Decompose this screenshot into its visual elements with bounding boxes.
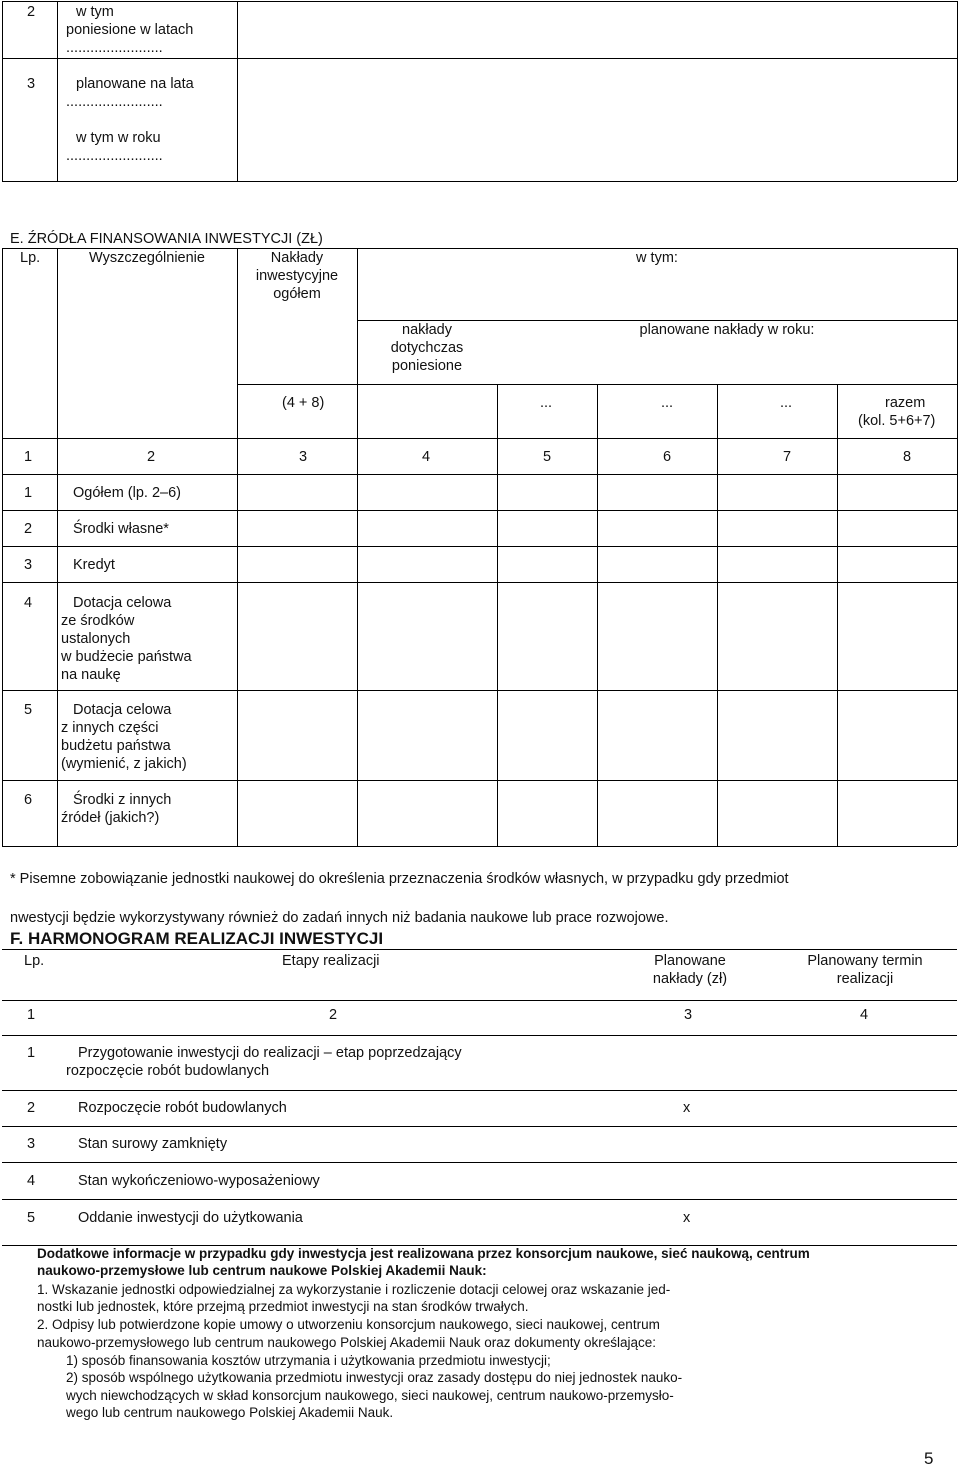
info-heading: naukowo-przemysłowe lub centrum naukowe Polskiej Akademii Nauk: [37, 1263, 487, 1278]
header-dotychczas: dotychczas [390, 340, 464, 356]
column-number: 3 [299, 449, 308, 465]
info-subitem: 1) sposób finansowania kosztów utrzymania i użytkowania przedmiotu inwestycji; [66, 1353, 551, 1368]
column-number: 2 [147, 449, 156, 465]
info-paragraph: nostki lub jednostek, które przejmą przedmiot inwestycji na stan środków trwałych. [37, 1299, 529, 1314]
column-number: 5 [543, 449, 552, 465]
top-row-lp: 2 [27, 4, 36, 20]
row-label: (wymienić, z jakich) [61, 756, 187, 772]
column-number: 4 [860, 1007, 869, 1023]
header-termin: Planowany termin [807, 953, 923, 969]
header-etapy: Etapy realizacji [282, 953, 380, 969]
row-lp: 4 [24, 595, 33, 611]
header-dotychczas: poniesione [391, 358, 463, 374]
row-lp: 5 [24, 702, 33, 718]
header-planowane: nakłady (zł) [652, 971, 728, 987]
info-paragraph: naukowo-przemysłowego lub centrum naukowego Polskiej Akademii Nauk oraz dokumenty określające: [37, 1335, 657, 1350]
top-row-label: poniesione w latach [66, 22, 194, 38]
row-label: Środki z innych [73, 792, 172, 808]
footnote-line: * Pisemne zobowiązanie jednostki naukowej do określenia przeznaczenia środków własnych, w przypadku gdy przedmiot [10, 871, 789, 887]
column-number: 8 [903, 449, 912, 465]
row-label: rozpoczęcie robót budowlanych [66, 1063, 270, 1079]
info-heading: Dodatkowe informacje w przypadku gdy inwestycja jest realizowana przez konsorcjum naukowe, sieć naukową, centrum [37, 1246, 810, 1261]
header-year-placeholder: ... [540, 395, 553, 411]
row-label: Przygotowanie inwestycji do realizacji – etap poprzedzający [78, 1045, 462, 1061]
row-label: Kredyt [73, 557, 115, 573]
row-label: ustalonych [61, 631, 131, 647]
row-label: Dotacja celowa [73, 702, 172, 718]
row-lp: 2 [27, 1100, 36, 1116]
column-number: 7 [783, 449, 792, 465]
column-number: 1 [27, 1007, 36, 1023]
row-label: ze środków [61, 613, 135, 629]
info-subitem: wych niewchodzących w skład konsorcjum naukowego, sieci naukowej, centrum naukowo-przemysło- [66, 1388, 674, 1403]
header-razem: (kol. 5+6+7) [858, 413, 936, 429]
info-subitem: 2) sposób wspólnego użytkowania przedmiotu inwestycji oraz zasady dostępu do niej jednostek nauko- [66, 1370, 683, 1385]
top-row-lp: 3 [27, 76, 36, 92]
top-row-label: w tym w roku [76, 130, 161, 146]
info-paragraph: 2. Odpisy lub potwierdzone kopie umowy o utworzeniu konsorcjum naukowego, sieci naukowej, centrum [37, 1317, 660, 1332]
header-lp: Lp. [24, 953, 45, 969]
header-formula: (4 + 8) [282, 395, 325, 411]
header-year-placeholder: ... [780, 395, 793, 411]
header-naklady: inwestycyjne [255, 268, 339, 284]
column-number: 3 [684, 1007, 693, 1023]
row-lp: 1 [27, 1045, 36, 1061]
row-label: Środki własne* [73, 521, 169, 537]
info-paragraph: 1. Wskazanie jednostki odpowiedzialnej za wykorzystanie i rozliczenie dotacji celowej oraz wskazanie jed- [37, 1282, 671, 1297]
row-mark-x: x [683, 1100, 691, 1116]
header-planowane: planowane nakłady w roku: [639, 322, 815, 338]
info-subitem: wego lub centrum naukowego Polskiej Akademii Nauk. [66, 1405, 394, 1420]
header-termin: realizacji [836, 971, 894, 987]
header-razem: razem [885, 395, 926, 411]
row-mark-x: x [683, 1210, 691, 1226]
row-label: w budżecie państwa [61, 649, 192, 665]
row-label: na naukę [61, 667, 121, 683]
top-row-label: planowane na lata [76, 76, 194, 92]
header-dotychczas: nakłady [402, 322, 452, 338]
column-number: 4 [422, 449, 431, 465]
top-row-label: w tym [76, 4, 114, 20]
row-lp: 1 [24, 485, 33, 501]
row-label: z innych części [61, 720, 159, 736]
footnote-line: nwestycji będzie wykorzystywany również do zadań innych niż badania naukowe lub prace rozwojowe. [10, 910, 669, 926]
header-year-placeholder: ... [661, 395, 674, 411]
column-number: 6 [663, 449, 672, 465]
header-lp: Lp. [20, 250, 41, 266]
header-naklady: Nakłady [270, 250, 324, 266]
section-e-title: E. ŹRÓDŁA FINANSOWANIA INWESTYCJI (ZŁ) [10, 231, 323, 247]
page-number: 5 [924, 1449, 934, 1468]
row-label: Stan wykończeniowo-wyposażeniowy [78, 1173, 320, 1189]
section-f-title: F. HARMONOGRAM REALIZACJI INWESTYCJI [10, 929, 384, 948]
row-label: Ogółem (lp. 2–6) [73, 485, 181, 501]
row-label: źródeł (jakich?) [61, 810, 160, 826]
column-number: 2 [329, 1007, 338, 1023]
row-lp: 3 [27, 1136, 36, 1152]
header-naklady: ogółem [273, 286, 321, 302]
top-row-dots: ........................ [66, 40, 163, 56]
row-label: Stan surowy zamknięty [78, 1136, 228, 1152]
header-w-tym: w tym: [636, 250, 678, 266]
row-lp: 3 [24, 557, 33, 573]
header-wyszczegolnienie: Wyszczególnienie [89, 250, 205, 266]
row-lp: 6 [24, 792, 33, 808]
row-lp: 2 [24, 521, 33, 537]
top-row-dots: ........................ [66, 148, 163, 164]
column-number: 1 [24, 449, 33, 465]
top-row-dots: ........................ [66, 94, 163, 110]
row-label: budżetu państwa [61, 738, 171, 754]
row-label: Oddanie inwestycji do użytkowania [78, 1210, 303, 1226]
row-lp: 4 [27, 1173, 36, 1189]
row-label: Rozpoczęcie robót budowlanych [78, 1100, 287, 1116]
header-planowane: Planowane [654, 953, 726, 969]
row-label: Dotacja celowa [73, 595, 172, 611]
row-lp: 5 [27, 1210, 36, 1226]
